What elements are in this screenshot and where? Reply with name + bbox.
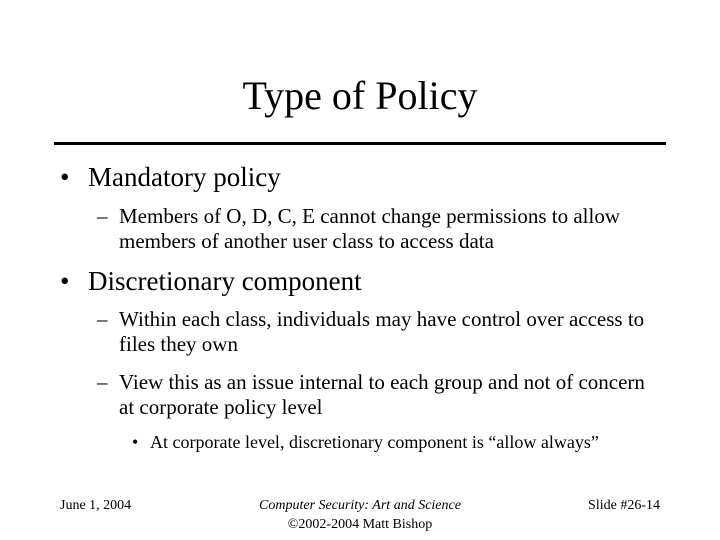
footer-slide-number: Slide #26-14: [588, 498, 660, 513]
dash-icon: –: [97, 370, 108, 394]
footer-copyright: ©2002-2004 Matt Bishop: [287, 517, 433, 532]
subitem-members-permissions: [97, 204, 657, 254]
bullet-icon: •: [60, 162, 70, 192]
bullet-text: Discretionary component: [88, 266, 362, 296]
footer-book-title: Computer Security: Art and Science: [259, 498, 461, 513]
subsubitem-text: At corporate level, discretionary component is “allow always”: [150, 432, 599, 452]
subitem-text: View this as an issue internal to each group and not of concern at corporate policy level: [119, 370, 645, 419]
bullet-icon: •: [60, 266, 70, 296]
footer-citation: [210, 496, 510, 534]
subsubitem-allow-always: [132, 432, 599, 453]
title-underline: [54, 142, 666, 145]
subitem-text: Members of O, D, C, E cannot change permissions to allow members of another user class to access data: [119, 204, 620, 253]
dash-icon: –: [97, 307, 108, 331]
bullet-text: Mandatory policy: [88, 162, 281, 192]
subitem-individual-control: [97, 307, 657, 357]
dash-icon: –: [97, 204, 108, 228]
subitem-internal-issue: [97, 370, 657, 420]
subitem-text: Within each class, individuals may have control over access to files they own: [119, 307, 645, 356]
footer-date: June 1, 2004: [60, 498, 132, 513]
bullet-icon: •: [132, 432, 139, 452]
slide-title: Type of Policy: [242, 73, 478, 118]
